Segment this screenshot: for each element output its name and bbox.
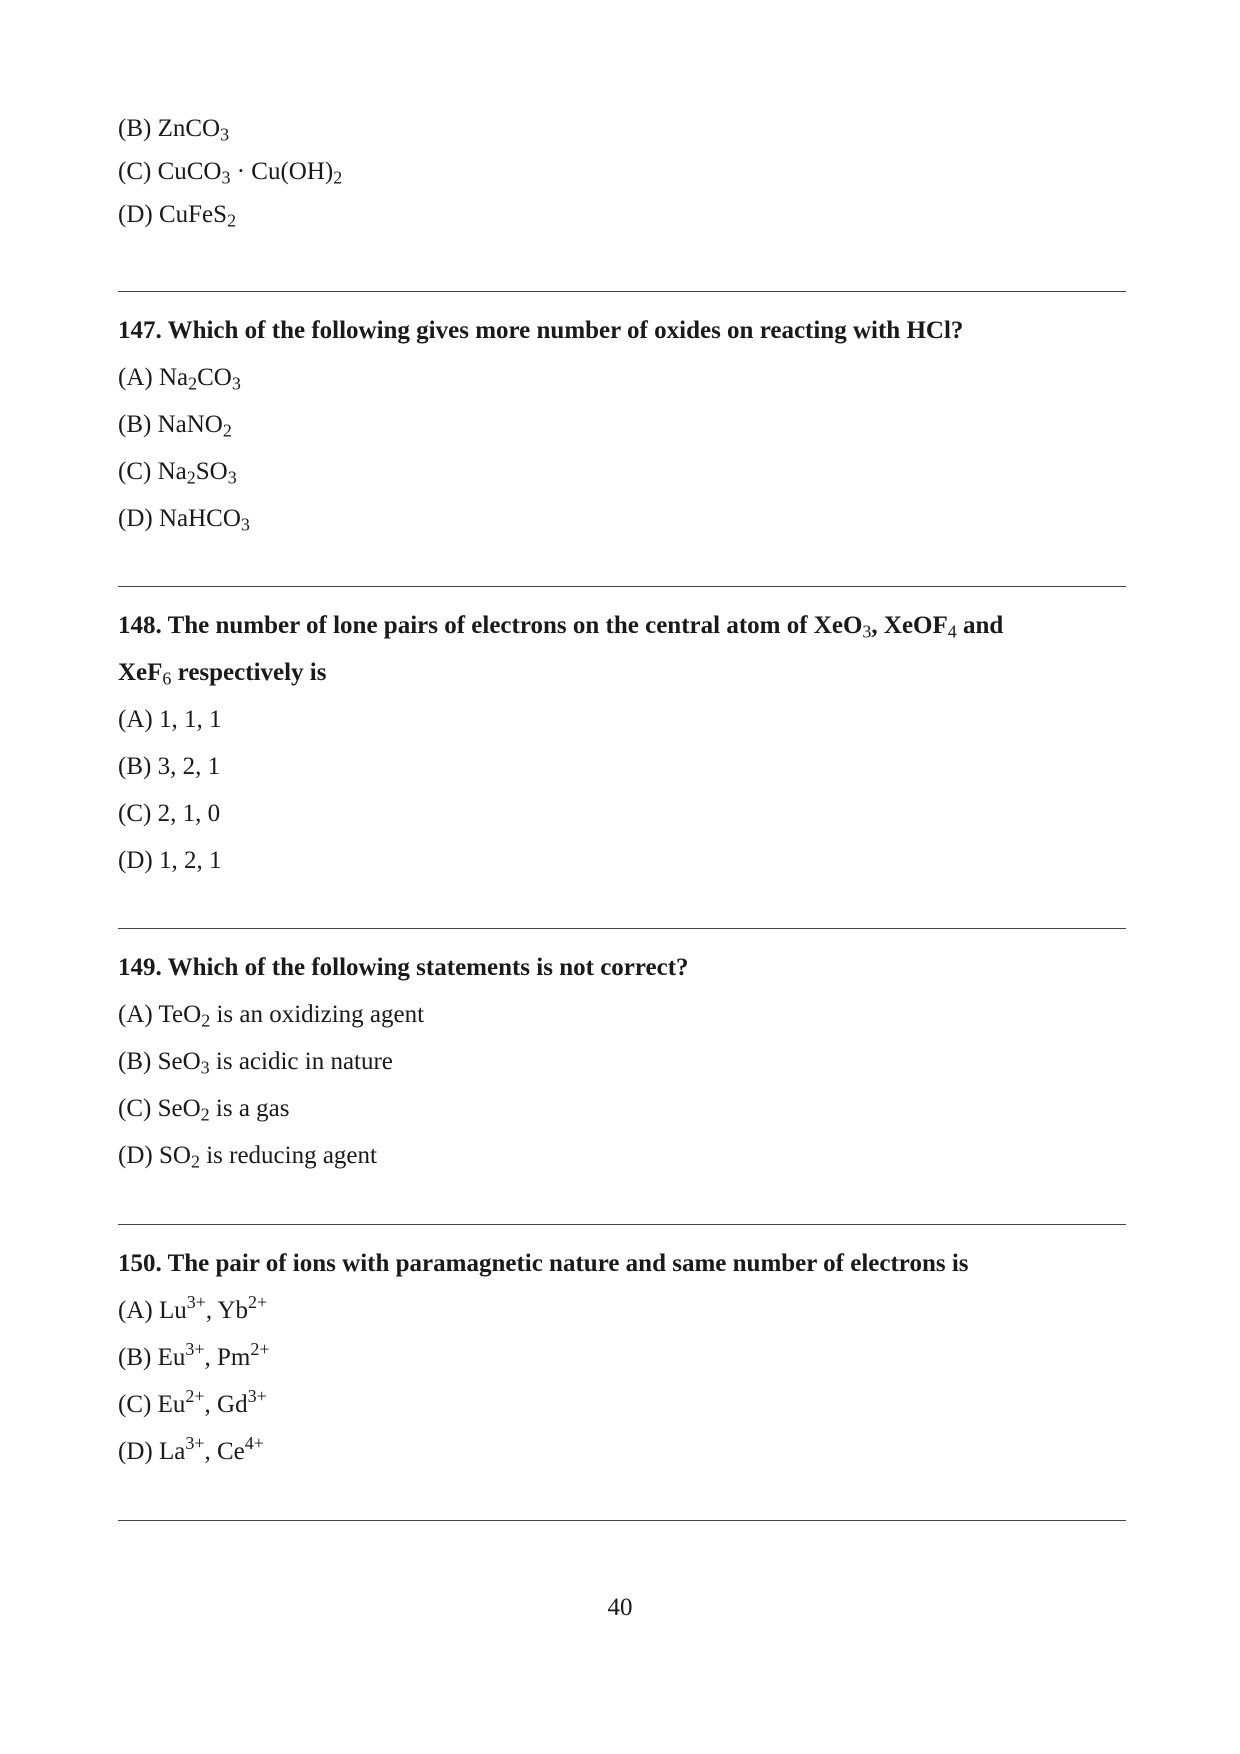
q147-option-d: (D) NaHCO$_3$ <box>118 505 250 535</box>
prev-option-b: (B) ZnCO$_3$ <box>118 115 230 145</box>
q150-option-c: (C) $Eu^{2+}$, $Gd^{3+}$ <box>118 1386 267 1418</box>
q149-option-b: (B) SeO$_3$ is acidic in nature <box>118 1048 393 1078</box>
page-number: 40 <box>607 1594 633 1621</box>
q150-option-a: (A) $Lu^{3+}$, $Yb^{2+}$ <box>118 1292 268 1324</box>
question-148-title-cont: XeF$_6$ respectively is <box>118 659 327 689</box>
q148-option-b: (B) 3, 2, 1 <box>118 753 221 780</box>
q149-option-d: (D) $SO_2$ is reducing agent <box>118 1142 377 1172</box>
q147-option-b: (B) NaNO$_2$ <box>118 411 232 441</box>
q147-option-c: (C) $Na_2SO_3$ <box>118 458 237 488</box>
q148-option-c: (C) 2, 1, 0 <box>118 800 221 827</box>
question-148-title: 148. The number of lone pairs of electrons on the central atom of XeO$_3$, XeOF$_4$ and <box>118 612 1004 642</box>
divider <box>118 1224 1126 1225</box>
divider <box>118 586 1126 587</box>
question-147-title: 147. Which of the following gives more number of oxides on reacting with HCl? <box>118 317 964 344</box>
q150-option-b: (B) $Eu^{3+}$, $Pm^{2+}$ <box>118 1339 270 1371</box>
q147-option-a: (A) $Na_2CO_3$ <box>118 364 241 394</box>
question-149-title: 149. Which of the following statements is not correct? <box>118 954 689 981</box>
prev-option-c: (C) CuCO$_3$ · $Cu(OH)_2$ <box>118 158 343 188</box>
divider <box>118 291 1126 292</box>
divider <box>118 928 1126 929</box>
q150-option-d: (D) $La^{3+}$, $Ce^{4+}$ <box>118 1433 264 1465</box>
question-150-title: 150. The pair of ions with paramagnetic nature and same number of electrons is <box>118 1250 969 1277</box>
q149-option-a: (A) TeO$_2$ is an oxidizing agent <box>118 1001 425 1031</box>
q148-option-d: (D) 1, 2, 1 <box>118 847 222 874</box>
prev-option-d: (D) CuFeS$_2$ <box>118 201 237 231</box>
q148-option-a: (A) 1, 1, 1 <box>118 706 222 733</box>
divider <box>118 1520 1126 1521</box>
q149-option-c: (C) SeO$_2$ is a gas <box>118 1095 290 1125</box>
